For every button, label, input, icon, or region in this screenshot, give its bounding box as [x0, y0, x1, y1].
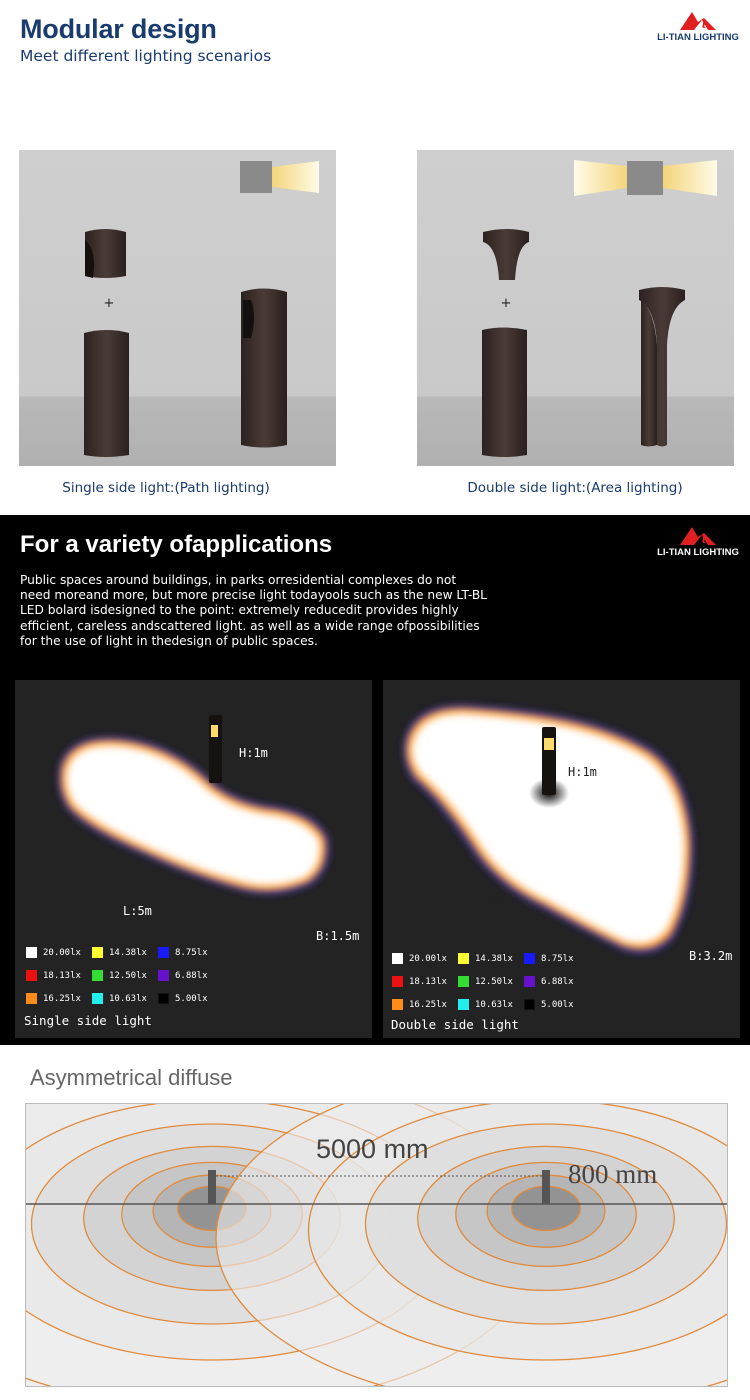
- single-side-panel: [15, 680, 372, 1038]
- legend-label: 5.00lx: [175, 994, 208, 1004]
- double-legend: [392, 954, 612, 1024]
- modular-section: [0, 0, 750, 515]
- single-legend: [26, 948, 246, 1018]
- single-breadth-label: B:1.5m: [316, 929, 360, 943]
- legend-swatch: [92, 993, 103, 1004]
- brand-mark-icon: [678, 8, 718, 32]
- legend-label: 18.13lx: [43, 971, 81, 981]
- spacing-label: 5000 mm: [316, 1134, 429, 1164]
- legend-label: 12.50lx: [109, 971, 147, 981]
- legend-swatch: [392, 953, 403, 964]
- legend-swatch: [92, 947, 103, 958]
- brand-logo-dark: [648, 523, 748, 563]
- legend-swatch: [26, 947, 37, 958]
- svg-text:+: +: [500, 296, 512, 311]
- double-side-label: Double side light: [391, 1017, 519, 1032]
- legend-label: 8.75lx: [541, 954, 574, 964]
- legend-swatch: [458, 953, 469, 964]
- legend-label: 16.25lx: [409, 1000, 447, 1010]
- legend-swatch: [524, 976, 535, 987]
- brand-name-dark: LI-TIAN LIGHTING: [657, 547, 739, 558]
- brand-name: LI-TIAN LIGHTING: [657, 32, 739, 43]
- double-length-label: L:6m: [477, 891, 506, 905]
- legend-swatch: [92, 970, 103, 981]
- legend-label: 20.00lx: [43, 948, 81, 958]
- legend-label: 20.00lx: [409, 954, 447, 964]
- modular-subtitle: Meet different lighting scenarios: [20, 47, 272, 65]
- single-height-label: H:1m: [239, 746, 268, 760]
- double-side-panel: [383, 680, 740, 1038]
- brand-mark-icon: [678, 523, 718, 547]
- legend-label: 6.88lx: [175, 971, 208, 981]
- applications-paragraph: Public spaces around buildings, in parks orresidential complexes do not need moreand more, but more precise light todayools such as the new LT-BL LED bolard isdesigned to the point: extremely reducedit provides highly efficient, careless andscattered light. as well as a wide range ofpossibilities for the use of light in thedesign of public spaces.: [20, 573, 487, 648]
- svg-text:t: t: [702, 17, 706, 32]
- legend-swatch: [158, 993, 169, 1004]
- single-length-label: L:5m: [123, 904, 152, 918]
- legend-label: 16.25lx: [43, 994, 81, 1004]
- double-side-caption: Double side light:(Area lighting): [467, 480, 683, 496]
- height-label: 800 mm: [568, 1159, 658, 1189]
- diffuse-section: [0, 1045, 750, 1400]
- legend-label: 10.63lx: [109, 994, 147, 1004]
- legend-swatch: [158, 947, 169, 958]
- legend-label: 5.00lx: [541, 1000, 574, 1010]
- legend-swatch: [26, 993, 37, 1004]
- legend-label: 8.75lx: [175, 948, 208, 958]
- legend-swatch: [524, 999, 535, 1010]
- legend-label: 6.88lx: [541, 977, 574, 987]
- legend-swatch: [458, 976, 469, 987]
- legend-swatch: [458, 999, 469, 1010]
- legend-label: 14.38lx: [475, 954, 513, 964]
- single-side-label: Single side light: [24, 1013, 152, 1028]
- svg-text:+: +: [103, 296, 115, 311]
- diffuse-title: Asymmetrical diffuse: [30, 1065, 233, 1090]
- legend-swatch: [524, 953, 535, 964]
- legend-swatch: [392, 976, 403, 987]
- legend-label: 10.63lx: [475, 1000, 513, 1010]
- applications-title: For a variety ofapplications: [20, 531, 333, 558]
- legend-swatch: [158, 970, 169, 981]
- svg-text:t: t: [702, 532, 706, 547]
- double-height-label: H:1m: [568, 765, 597, 779]
- legend-label: 12.50lx: [475, 977, 513, 987]
- modular-title: Modular design: [20, 14, 217, 44]
- single-side-caption: Single side light:(Path lighting): [62, 480, 270, 496]
- double-side-photo: [417, 150, 734, 466]
- diffuse-diagram: [25, 1103, 728, 1387]
- double-breadth-label: B:3.2m: [689, 949, 733, 963]
- right-contours: [216, 1104, 728, 1387]
- legend-swatch: [26, 970, 37, 981]
- brand-logo: [648, 8, 748, 48]
- legend-label: 14.38lx: [109, 948, 147, 958]
- legend-label: 18.13lx: [409, 977, 447, 987]
- legend-swatch: [392, 999, 403, 1010]
- applications-section: [0, 515, 750, 1045]
- single-side-photo: [19, 150, 336, 466]
